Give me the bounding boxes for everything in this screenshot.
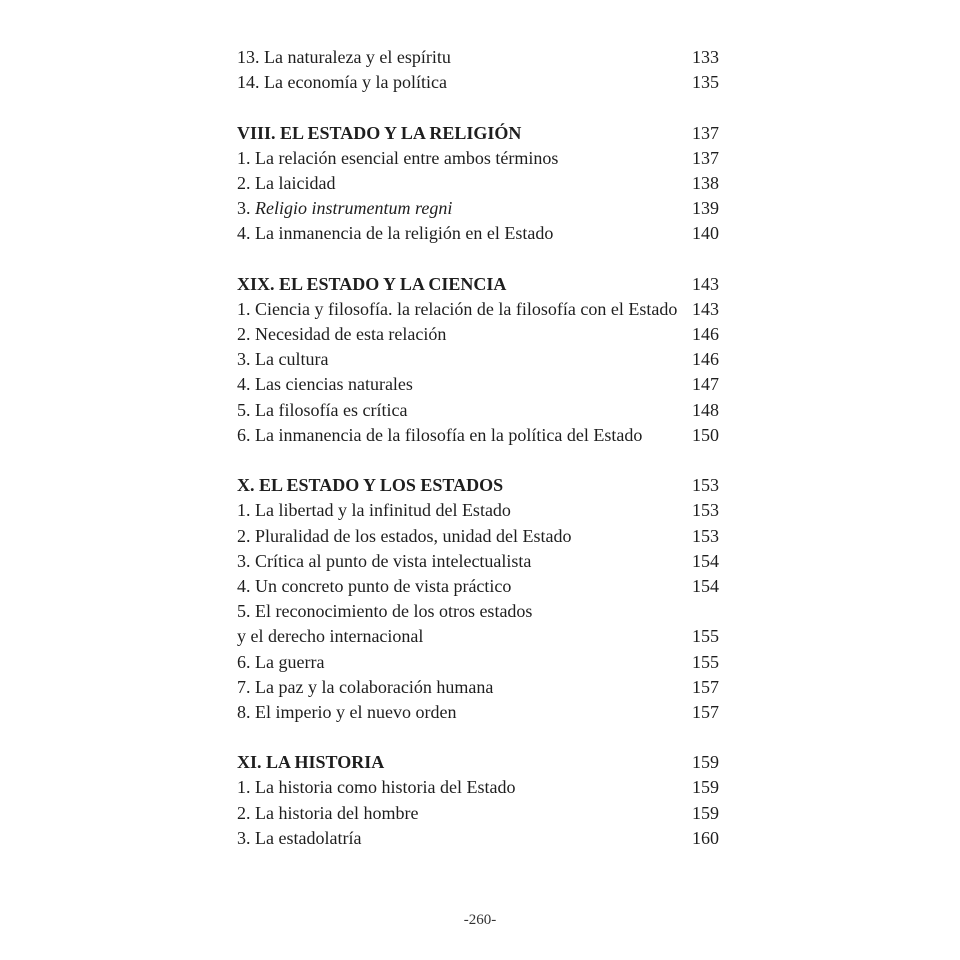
- entry-title: 1. Ciencia y filosofía. la relación de la filosofía con el Estado: [237, 298, 678, 319]
- entry-page: 154: [692, 575, 719, 596]
- entry-page: 159: [692, 802, 719, 823]
- toc-entry-continuation: [237, 624, 719, 649]
- entry-title: 3. La cultura: [237, 349, 329, 370]
- entry-title: 2. La historia del hombre: [237, 802, 419, 823]
- entry-page: 146: [692, 349, 719, 370]
- toc-entry: [237, 498, 719, 523]
- entry-page: 155: [692, 651, 719, 672]
- toc-entry: [237, 599, 719, 624]
- toc-entry: [237, 297, 719, 322]
- toc-entry: [237, 322, 719, 347]
- entry-title: 3. La estadolatría: [237, 827, 362, 848]
- entry-title: 4. La inmanencia de la religión en el Estado: [237, 223, 554, 244]
- section-gap: [237, 725, 719, 750]
- chapter-page: 143: [692, 273, 719, 294]
- entry-page: 153: [692, 500, 719, 521]
- page-number: -260-: [463, 912, 497, 928]
- entry-title: 2. Necesidad de esta relación: [237, 324, 447, 345]
- toc-entry: [237, 524, 719, 549]
- entry-page: 133: [692, 47, 719, 67]
- entry-page: 159: [692, 777, 719, 798]
- entry-title: y el derecho internacional: [237, 626, 424, 647]
- toc-entry: [237, 650, 719, 675]
- chapter-heading: [237, 473, 719, 498]
- section-gap: [237, 448, 719, 473]
- entry-page: 139: [692, 198, 719, 219]
- entry-page: 160: [692, 827, 719, 848]
- section-gap: [237, 95, 719, 120]
- chapter-page: 153: [692, 475, 719, 496]
- entry-page: 138: [692, 172, 719, 193]
- entry-page: 148: [692, 399, 719, 420]
- entry-title-italic: Religio instrumentum regni: [255, 198, 453, 219]
- entry-title: 5. El reconocimiento de los otros estados: [237, 601, 533, 622]
- entry-title: 5. La filosofía es crítica: [237, 399, 408, 420]
- entry-page: 155: [692, 626, 719, 647]
- chapter-page: 137: [692, 122, 719, 143]
- section-gap: [237, 247, 719, 272]
- entry-title: 3. Crítica al punto de vista intelectualista: [237, 550, 532, 571]
- chapter-title: VIII. EL ESTADO Y LA RELIGIÓN: [237, 122, 522, 143]
- entry-title: 1. La historia como historia del Estado: [237, 777, 516, 798]
- toc-entry: [237, 549, 719, 574]
- entry-page: 157: [692, 676, 719, 697]
- entry-title: 4. Un concreto punto de vista práctico: [237, 575, 512, 596]
- chapter-title: XIX. EL ESTADO Y LA CIENCIA: [237, 273, 507, 294]
- entry-title: 7. La paz y la colaboración humana: [237, 676, 494, 697]
- toc-entry: [237, 196, 719, 221]
- entry-title: 6. La inmanencia de la filosofía en la política del Estado: [237, 424, 643, 445]
- entry-page: 135: [692, 72, 719, 93]
- toc-entry: [237, 675, 719, 700]
- toc-entry: [237, 700, 719, 725]
- toc-entry: [237, 574, 719, 599]
- toc-entry: [237, 70, 719, 95]
- chapter-heading: [237, 272, 719, 297]
- toc-entry: [237, 826, 719, 851]
- entry-title: 2. La laicidad: [237, 172, 336, 193]
- toc-entry: [237, 45, 719, 70]
- toc-entry: [237, 372, 719, 397]
- entry-title: 8. El imperio y el nuevo orden: [237, 701, 457, 722]
- chapter-heading: [237, 750, 719, 775]
- entry-page: 150: [692, 424, 719, 445]
- entry-title: 1. La relación esencial entre ambos términos: [237, 147, 559, 168]
- entry-title: 14. La economía y la política: [237, 72, 447, 93]
- toc-entry: [237, 171, 719, 196]
- entry-title: 6. La guerra: [237, 651, 325, 672]
- entry-title: 1. La libertad y la infinitud del Estado: [237, 500, 511, 521]
- entry-page: 153: [692, 525, 719, 546]
- entry-page: 154: [692, 550, 719, 571]
- toc-entry: [237, 423, 719, 448]
- entry-number: 3.: [237, 198, 255, 219]
- entry-page: 140: [692, 223, 719, 244]
- chapter-title: X. EL ESTADO Y LOS ESTADOS: [237, 475, 504, 496]
- toc-entry: [237, 146, 719, 171]
- chapter-page: 159: [692, 752, 719, 773]
- entry-title: 2. Pluralidad de los estados, unidad del Estado: [237, 525, 572, 546]
- toc-entry: [237, 347, 719, 372]
- entry-page: 143: [692, 298, 719, 319]
- entry-page: 137: [692, 147, 719, 168]
- table-of-contents: [237, 45, 719, 851]
- entry-page: 146: [692, 324, 719, 345]
- entry-page: 147: [692, 374, 719, 395]
- chapter-heading: [237, 121, 719, 146]
- entry-title: [237, 196, 686, 221]
- toc-entry: [237, 801, 719, 826]
- entry-title: 13. La naturaleza y el espíritu: [237, 47, 451, 67]
- toc-entry: [237, 775, 719, 800]
- toc-entry: [237, 221, 719, 246]
- toc-entry: [237, 398, 719, 423]
- chapter-title: XI. LA HISTORIA: [237, 752, 385, 773]
- entry-title: 4. Las ciencias naturales: [237, 374, 413, 395]
- entry-page: 157: [692, 701, 719, 722]
